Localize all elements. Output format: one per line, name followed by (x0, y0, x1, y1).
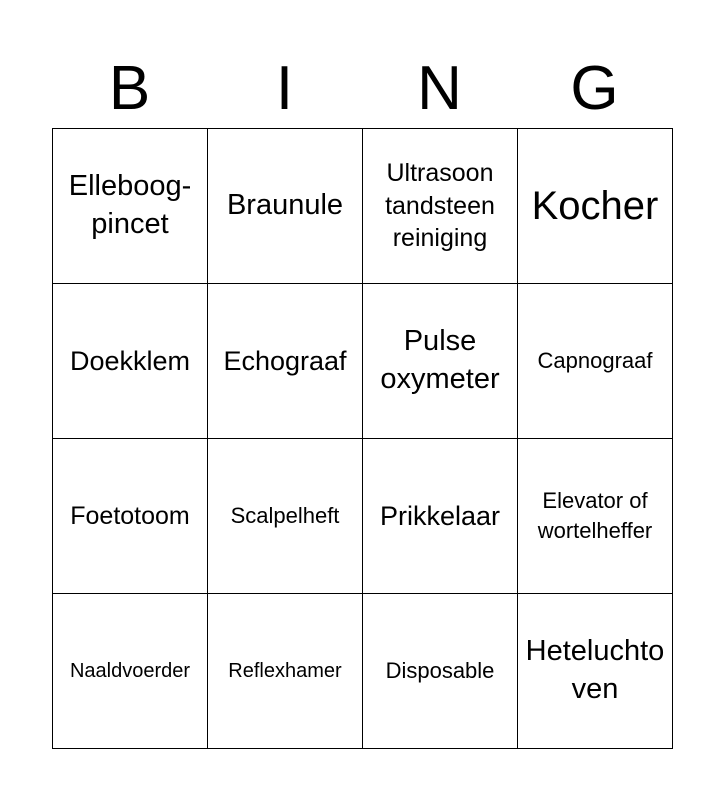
cell-text: Naaldvoerder (69, 660, 191, 682)
cell-text: Disposable (385, 658, 495, 684)
bingo-cell[interactable] (208, 284, 363, 439)
cell-text: Prikkelaar (379, 500, 501, 531)
bingo-board (52, 128, 673, 749)
bingo-cell[interactable] (53, 439, 208, 594)
cell-text: Ultrasoon tandsteen reiniging (385, 159, 495, 253)
board-row (53, 284, 673, 439)
bingo-cell[interactable] (208, 594, 363, 749)
header-letter-g: G (570, 54, 619, 123)
cell-text: Scalpelheft (230, 503, 340, 529)
cell-text: Elleboog-pincet (68, 170, 192, 240)
bingo-cell[interactable] (363, 594, 518, 749)
bingo-cell[interactable] (518, 284, 673, 439)
bingo-cell[interactable] (208, 439, 363, 594)
bingo-cell[interactable] (363, 284, 518, 439)
board-row (53, 439, 673, 594)
cell-text: Reflexhamer (228, 660, 342, 682)
bingo-cell[interactable] (208, 129, 363, 284)
cell-text: Pulse oxymeter (380, 325, 500, 395)
cell-text: Braunule (226, 189, 344, 222)
board-row (53, 594, 673, 749)
header-letter-b: B (108, 54, 151, 123)
bingo-cell[interactable] (518, 594, 673, 749)
board-row (53, 129, 673, 284)
bingo-cell[interactable] (518, 439, 673, 594)
bingo-cell[interactable] (53, 129, 208, 284)
cell-text: Elevator of wortelheffer (537, 488, 653, 543)
cell-text: Heteluchtoven (525, 635, 665, 705)
bingo-cell[interactable] (53, 284, 208, 439)
header-letter-i: I (275, 54, 294, 123)
cell-text: Doekklem (69, 345, 191, 376)
cell-text: Echograaf (223, 345, 347, 376)
bingo-header (52, 50, 672, 128)
cell-text: Capnograaf (537, 348, 653, 374)
bingo-cell[interactable] (518, 129, 673, 284)
header-letter-n: N (417, 54, 462, 123)
bingo-cell[interactable] (363, 439, 518, 594)
cell-text: Foetotoom (70, 501, 190, 530)
cell-text: Kocher (531, 184, 659, 228)
bingo-cell[interactable] (53, 594, 208, 749)
bingo-cell[interactable] (363, 129, 518, 284)
